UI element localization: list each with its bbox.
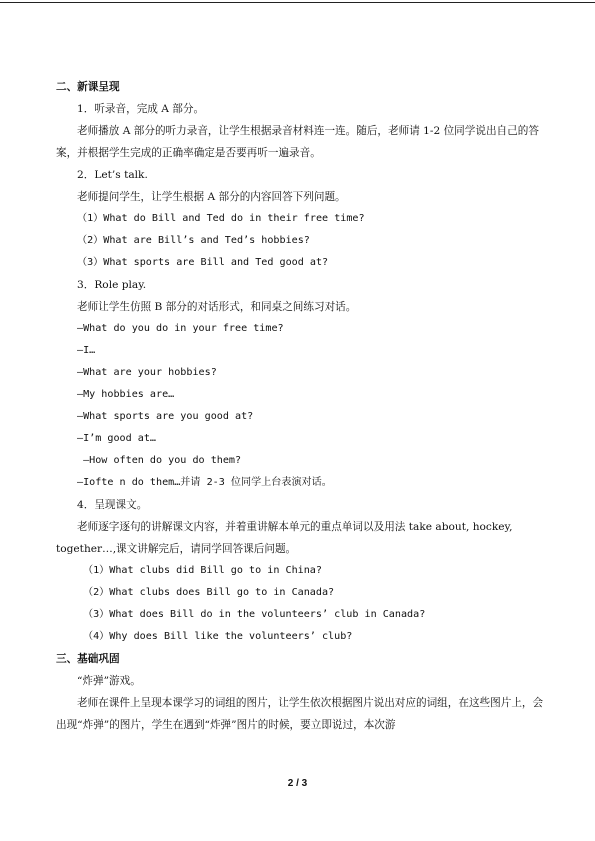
- item-2-question: （1）What do Bill and Ted do in their free time?: [77, 213, 365, 224]
- game-description: 老师在课件上呈现本课学习的词组的图片，让学生依次根据图片说出对应的词组，在这些图片上，会出现“炸弹”的图片，学生在遇到“炸弹”图片的时候，要立即说过，本次游: [56, 697, 544, 731]
- dialogue-line: —My hobbies are…: [77, 389, 175, 400]
- item-2-description: 老师提问学生，让学生根据 A 部分的内容回答下列问题。: [77, 191, 346, 203]
- page-number: 2 / 3: [287, 778, 308, 789]
- section-heading-consolidation: 三、基础巩固: [56, 653, 120, 665]
- item-1-description: 老师播放 A 部分的听力录音，让学生根据录音材料连一连。随后，老师请 1-2 位同学说出自己的答案，并根据学生完成的正确率确定是否要再听一遍录音。: [56, 125, 539, 159]
- item-1-title: 1．听录音，完成 A 部分。: [77, 103, 205, 115]
- header-rule: [0, 2, 595, 3]
- item-2-question: （2）What are Bill’s and Ted’s hobbies?: [77, 235, 310, 246]
- item-4-question: （4）Why does Bill like the volunteers’ club?: [83, 631, 353, 642]
- item-4-title: 4．呈现课文。: [77, 499, 148, 511]
- item-4-question: （2）What clubs does Bill go to in Canada?: [83, 587, 335, 598]
- dialogue-line: —I’m good at…: [77, 433, 157, 444]
- item-3-title: 3．Role play.: [77, 279, 147, 291]
- game-title: “炸弹”游戏。: [77, 675, 141, 687]
- section-heading-new-lesson: 二、新课呈现: [56, 81, 120, 93]
- item-2-title: 2．Let’s talk.: [77, 169, 148, 181]
- item-4-description: 老师逐字逐句的讲解课文内容，并着重讲解本单元的重点单词以及用法 take about, hockey, together…,课文讲解完后，请同学回答课后问题。: [56, 521, 513, 555]
- document-body: [56, 76, 546, 736]
- dialogue-line: —What are your hobbies?: [77, 367, 217, 378]
- item-4-question: （3）What does Bill do in the volunteers’ club in Canada?: [83, 609, 426, 620]
- item-3-description: 老师让学生仿照 B 部分的对话形式，和同桌之间练习对话。: [77, 301, 357, 313]
- item-2-question: （3）What sports are Bill and Ted good at?: [77, 257, 329, 268]
- dialogue-line: —I…: [77, 345, 96, 356]
- dialogue-line: —What do you do in your free time?: [77, 323, 284, 334]
- dialogue-line: —How often do you do them?: [77, 455, 242, 466]
- item-4-question: （1）What clubs did Bill go to in China?: [83, 565, 322, 576]
- dialogue-line: —Iofte n do them…并请 2-3 位同学上台表演对话。: [77, 477, 332, 488]
- dialogue-line: —What sports are you good at?: [77, 411, 254, 422]
